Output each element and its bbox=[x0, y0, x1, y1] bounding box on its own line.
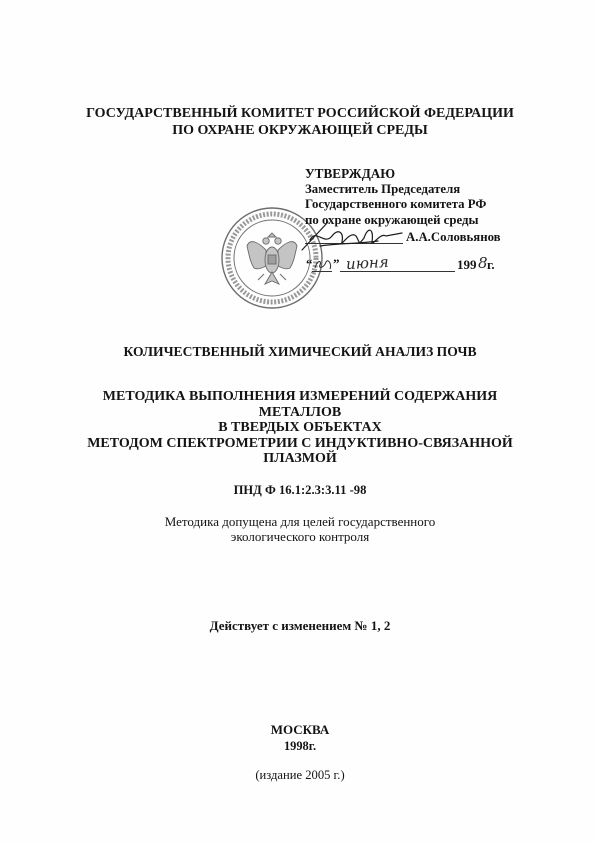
date-year-printed: 199 bbox=[457, 257, 477, 272]
amendments-note: Действует с изменением № 1, 2 bbox=[209, 618, 391, 633]
method-title-line-2: МЕТАЛЛОВ bbox=[258, 404, 342, 420]
date-year-suffix: г. bbox=[487, 257, 495, 272]
approver-position-line-2: Государственного комитета РФ bbox=[305, 197, 487, 211]
handwritten-day-mark-icon bbox=[312, 256, 334, 272]
committee-name-line-2: ПО ОХРАНЕ ОКРУЖАЮЩЕЙ СРЕДЫ bbox=[172, 123, 428, 138]
approver-position-line-1: Заместитель Председателя bbox=[305, 182, 461, 196]
method-title-line-4: МЕТОДОМ СПЕКТРОМЕТРИИ С ИНДУКТИВНО-СВЯЗАННОЙ bbox=[87, 435, 513, 451]
method-title-line-5: ПЛАЗМОЙ bbox=[263, 451, 337, 467]
admission-line-1: Методика допущена для целей государственного bbox=[164, 514, 436, 529]
method-title-line-1: МЕТОДИКА ВЫПОЛНЕНИЯ ИЗМЕРЕНИЙ СОДЕРЖАНИЯ bbox=[102, 389, 498, 404]
method-title-line-3: В ТВЕРДЫХ ОБЪЕКТАХ bbox=[218, 420, 382, 436]
method-title bbox=[4, 389, 596, 467]
edition-note: (издание 2005 г.) bbox=[255, 768, 345, 782]
publication-place: МОСКВА bbox=[270, 722, 330, 737]
publication-year: 1998г. bbox=[283, 739, 317, 753]
approver-position-line-3: по охране окружающей среды bbox=[305, 213, 479, 227]
date-year-handwritten-digit: 8 bbox=[478, 254, 488, 272]
signatory-name: А.А.Соловьянов bbox=[406, 230, 501, 244]
date-open-quote: “ bbox=[306, 256, 313, 271]
admission-line-2: экологического контроля bbox=[230, 529, 370, 544]
date-month-handwritten: июня bbox=[345, 252, 390, 274]
committee-name-line-1: ГОСУДАРСТВЕННЫЙ КОМИТЕТ РОССИЙСКОЙ ФЕДЕРАЦИИ bbox=[86, 106, 514, 121]
date-close-quote: ” bbox=[333, 256, 340, 271]
document-code: ПНД Ф 16.1:2.3:3.11 -98 bbox=[233, 483, 367, 497]
handwritten-signature-icon bbox=[298, 216, 408, 256]
subject-heading: КОЛИЧЕСТВЕННЫЙ ХИМИЧЕСКИЙ АНАЛИЗ ПОЧВ bbox=[123, 344, 477, 359]
approval-title: УТВЕРЖДАЮ bbox=[305, 166, 396, 181]
